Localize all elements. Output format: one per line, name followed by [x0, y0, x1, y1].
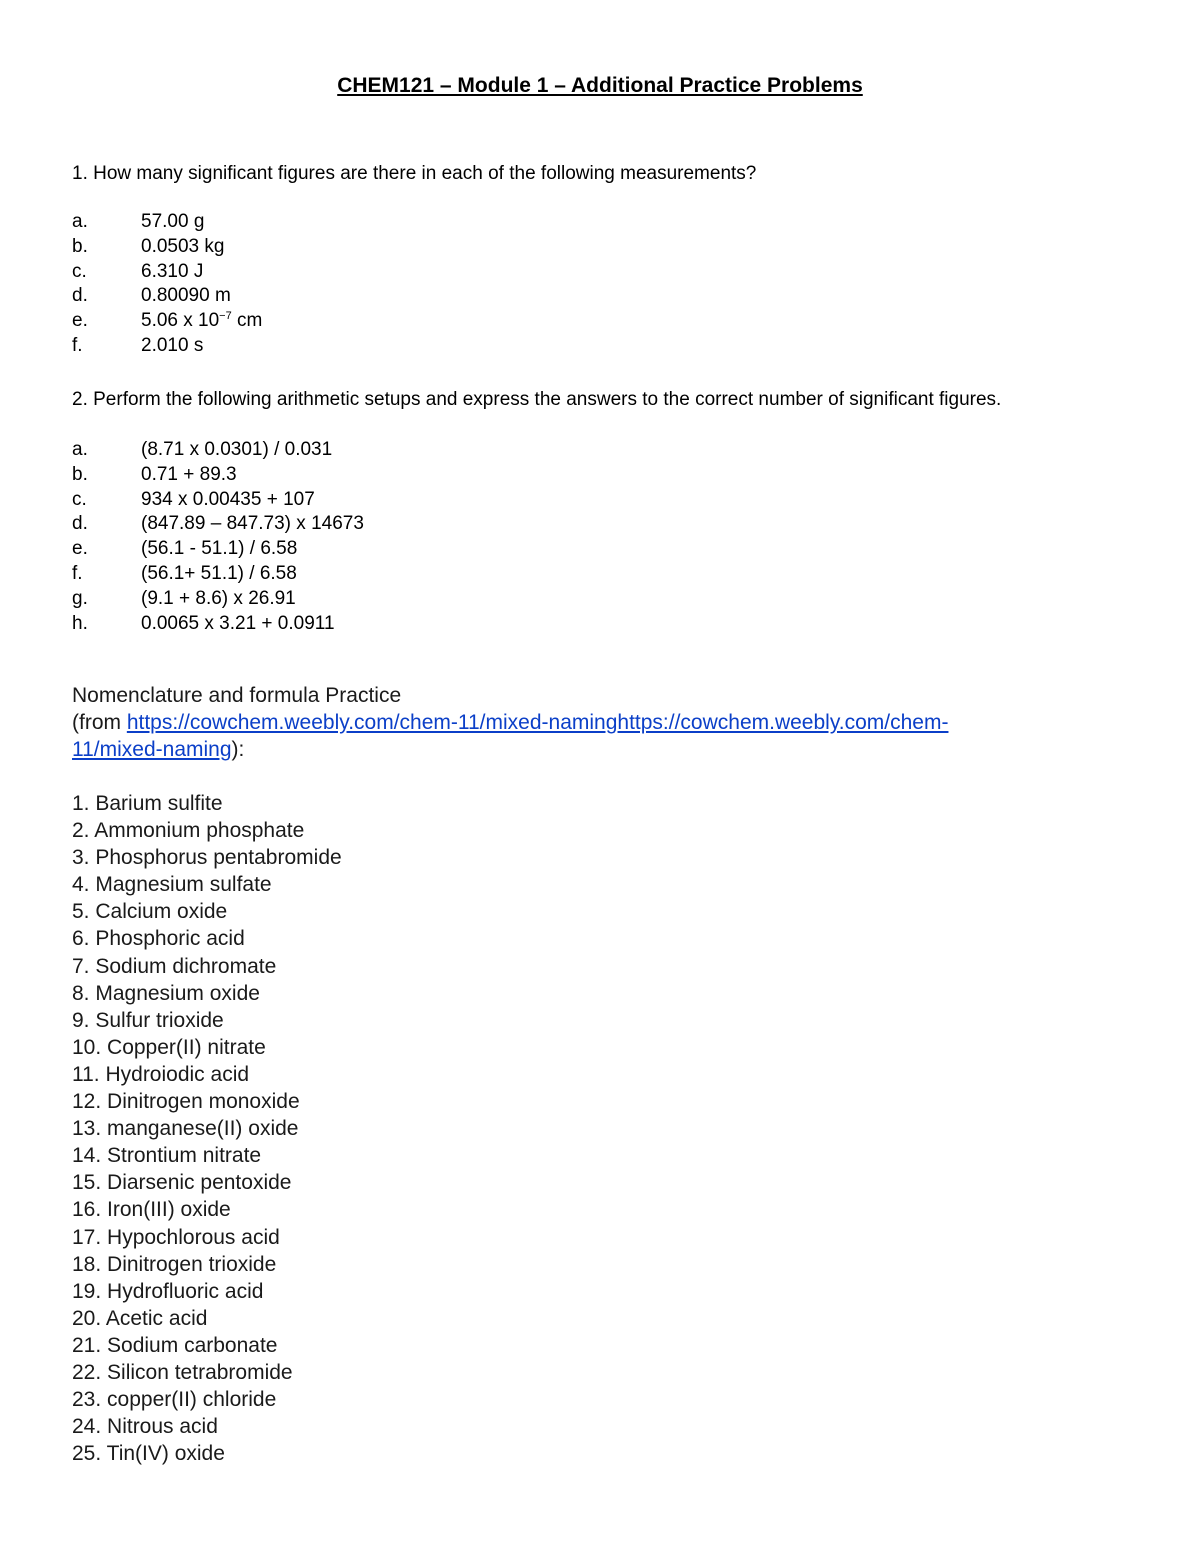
- naming-item: 14. Strontium nitrate: [72, 1144, 262, 1168]
- naming-item: 16. Iron(III) oxide: [72, 1198, 231, 1222]
- item-text: 0.0503 kg: [141, 235, 225, 257]
- item-letter: e.: [72, 538, 88, 560]
- item-letter: b.: [72, 463, 88, 485]
- item-text: 0.71 + 89.3: [141, 463, 237, 485]
- naming-item: 24. Nitrous acid: [72, 1415, 218, 1439]
- item-text: 934 x 0.00435 + 107: [141, 488, 315, 510]
- item-text-base: 5.06 x 10: [141, 310, 220, 332]
- naming-item: 1. Barium sulfite: [72, 792, 223, 815]
- naming-item: 15. Diarsenic pentoxide: [72, 1171, 292, 1195]
- naming-item: 13. manganese(II) oxide: [72, 1117, 299, 1141]
- naming-item: 17. Hypochlorous acid: [72, 1225, 280, 1249]
- item-text: (8.71 x 0.0301) / 0.031: [141, 439, 333, 460]
- naming-item: 7. Sodium dichromate: [72, 954, 277, 978]
- naming-item: 19. Hydrofluoric acid: [72, 1279, 264, 1303]
- naming-item: 22. Silicon tetrabromide: [72, 1360, 293, 1384]
- document-title: CHEM121 – Module 1 – Additional Practice Problems: [337, 74, 863, 97]
- item-letter: c.: [72, 488, 87, 510]
- naming-item: 6. Phosphoric acid: [72, 927, 245, 951]
- naming-item: 20. Acetic acid: [72, 1306, 208, 1330]
- item-text: (847.89 – 847.73) x 14673: [141, 513, 364, 535]
- naming-item: 5. Calcium oxide: [72, 900, 228, 924]
- item-text: 0.0065 x 3.21 + 0.0911: [141, 612, 335, 634]
- naming-item: 21. Sodium carbonate: [72, 1333, 278, 1357]
- naming-item: 2. Ammonium phosphate: [72, 819, 305, 843]
- source-link-continued[interactable]: 11/mixed-naming: [72, 738, 232, 761]
- item-text: 2.010 s: [141, 334, 204, 356]
- item-letter: a.: [72, 439, 88, 460]
- item-letter: g.: [72, 587, 88, 609]
- nomenclature-source: [72, 709, 1132, 736]
- item-text-unit: cm: [231, 310, 263, 332]
- naming-item: 4. Magnesium sulfate: [72, 873, 272, 897]
- naming-list: [72, 790, 342, 1467]
- source-link[interactable]: https://cowchem.weebly.com/chem-11/mixed-naminghttps://cowchem.weebly.com/chem-: [126, 711, 949, 734]
- naming-item: 8. Magnesium oxide: [72, 981, 260, 1005]
- item-letter: d.: [72, 285, 88, 307]
- item-letter: f.: [72, 334, 83, 356]
- item-text: 0.80090 m: [141, 285, 231, 307]
- nomenclature-source-line2: [72, 736, 1132, 763]
- naming-item: 18. Dinitrogen trioxide: [72, 1252, 277, 1276]
- item-text: [141, 309, 262, 334]
- item-letter: c.: [72, 260, 87, 282]
- source-suffix: ):: [231, 738, 245, 761]
- question-1: 1. How many significant figures are there in each of the following measurements?: [72, 163, 757, 184]
- naming-item: 11. Hydroiodic acid: [72, 1062, 250, 1086]
- item-text: (9.1 + 8.6) x 26.91: [141, 587, 296, 609]
- item-text: (56.1+ 51.1) / 6.58: [141, 562, 297, 584]
- naming-item: 10. Copper(II) nitrate: [72, 1035, 266, 1059]
- item-letter: h.: [72, 612, 88, 634]
- naming-item: 3. Phosphorus pentabromide: [72, 846, 342, 870]
- nomenclature-heading: Nomenclature and formula Practice: [72, 684, 402, 707]
- naming-item: 23. copper(II) chloride: [72, 1388, 277, 1412]
- item-letter: a.: [72, 211, 88, 232]
- item-text: 57.00 g: [141, 211, 205, 232]
- question-2: 2. Perform the following arithmetic setups and express the answers to the correct number of significant figures.: [72, 389, 1002, 410]
- item-letter: f.: [72, 562, 83, 584]
- naming-item: 25. Tin(IV) oxide: [72, 1442, 225, 1466]
- nomenclature-heading-block: [72, 682, 1132, 763]
- item-exponent: −7: [219, 310, 232, 323]
- source-prefix: (from: [72, 711, 127, 734]
- item-text: 6.310 J: [141, 260, 204, 282]
- item-letter: d.: [72, 513, 88, 535]
- naming-item: 9. Sulfur trioxide: [72, 1008, 224, 1032]
- naming-item: 12. Dinitrogen monoxide: [72, 1090, 300, 1114]
- item-text: (56.1 - 51.1) / 6.58: [141, 538, 298, 560]
- item-letter: b.: [72, 235, 88, 257]
- item-letter: e.: [72, 310, 88, 332]
